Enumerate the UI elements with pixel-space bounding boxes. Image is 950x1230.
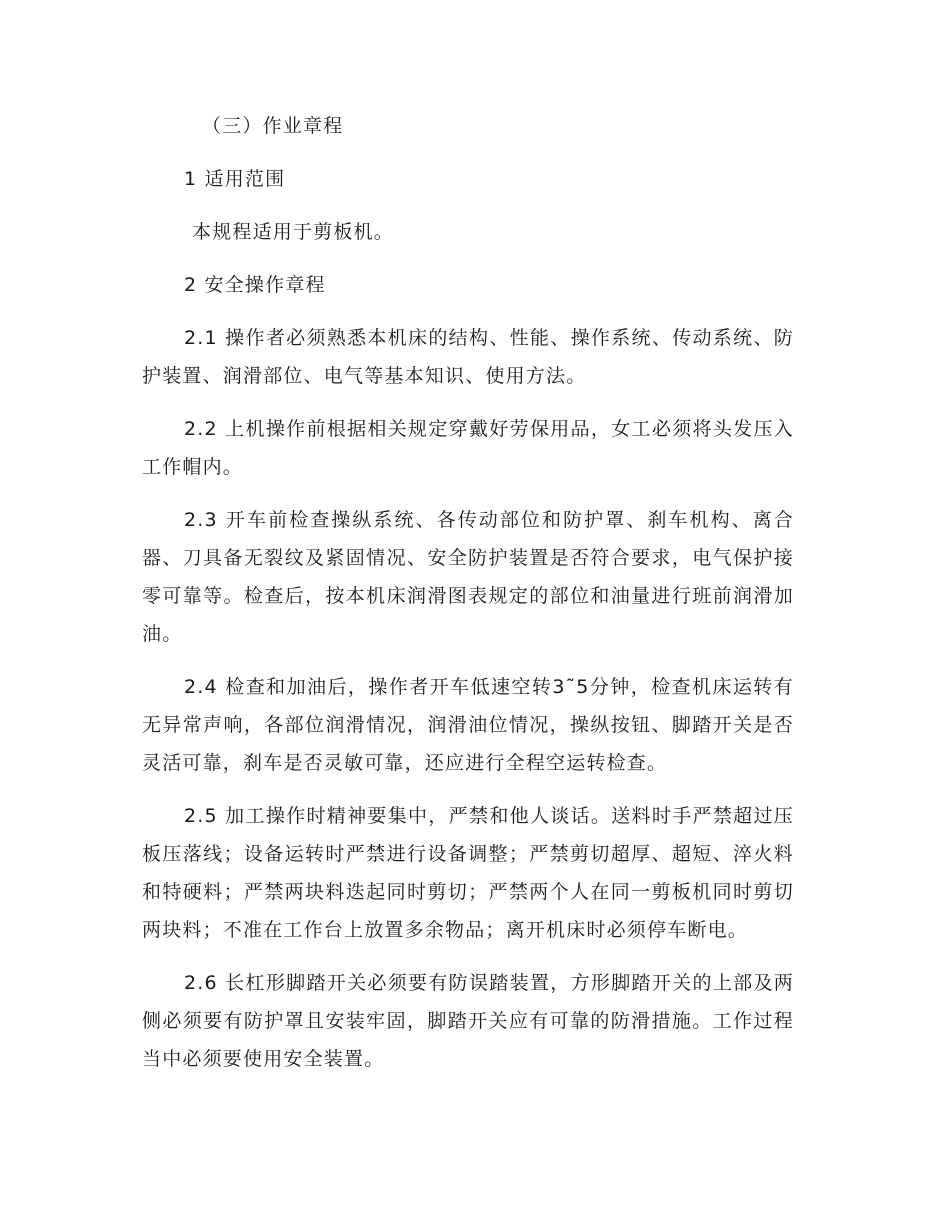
rule-item-2-5: 2.5 加工操作时精神要集中，严禁和他人谈话。送料时手严禁超过压板压落线；设备运转时严禁进行设备调整；严禁剪切超厚、超短、淬火料和特硬料；严禁两块料迭起同时剪切；严禁两个人在同一剪板机同时剪切两块料；不准在工作台上放置多余物品；离开机床时必须停车断电。 [142, 805, 794, 941]
heading-safety-rules: 2 安全操作章程 [184, 274, 326, 296]
rule-item-2-3: 2.3 开车前检查操纵系统、各传动部位和防护罩、刹车机构、离合器、刀具备无裂纹及紧固情况、安全防护装置是否符合要求，电气保护接零可靠等。检查后，按本机床润滑图表规定的部位和油量进行班前润滑加油。 [142, 509, 794, 645]
section-heading: （三）作业章程 [202, 115, 344, 137]
rule-item-2-6: 2.6 长杠形脚踏开关必须要有防误踏装置，方形脚踏开关的上部及两侧必须要有防护罩且安装牢固，脚踏开关应有可靠的防滑措施。工作过程当中必须要使用安全装置。 [142, 972, 794, 1070]
scope-text: 本规程适用于剪板机。 [192, 221, 395, 243]
rule-item-2-2: 2.2 上机操作前根据相关规定穿戴好劳保用品，女工必须将头发压入工作帽内。 [142, 418, 794, 478]
rule-item-2-1: 2.1 操作者必须熟悉本机床的结构、性能、操作系统、传动系统、防护装置、润滑部位、电气等基本知识、使用方法。 [142, 327, 794, 387]
heading-scope: 1 适用范围 [184, 168, 286, 190]
rule-item-2-4: 2.4 检查和加油后，操作者开车低速空转3˜5分钟，检查机床运转有无异常声响，各部位润滑情况，润滑油位情况，操纵按钮、脚踏开关是否灵活可靠，刹车是否灵敏可靠，还应进行全程空运转检查。 [142, 676, 794, 774]
document-body [142, 107, 794, 1093]
